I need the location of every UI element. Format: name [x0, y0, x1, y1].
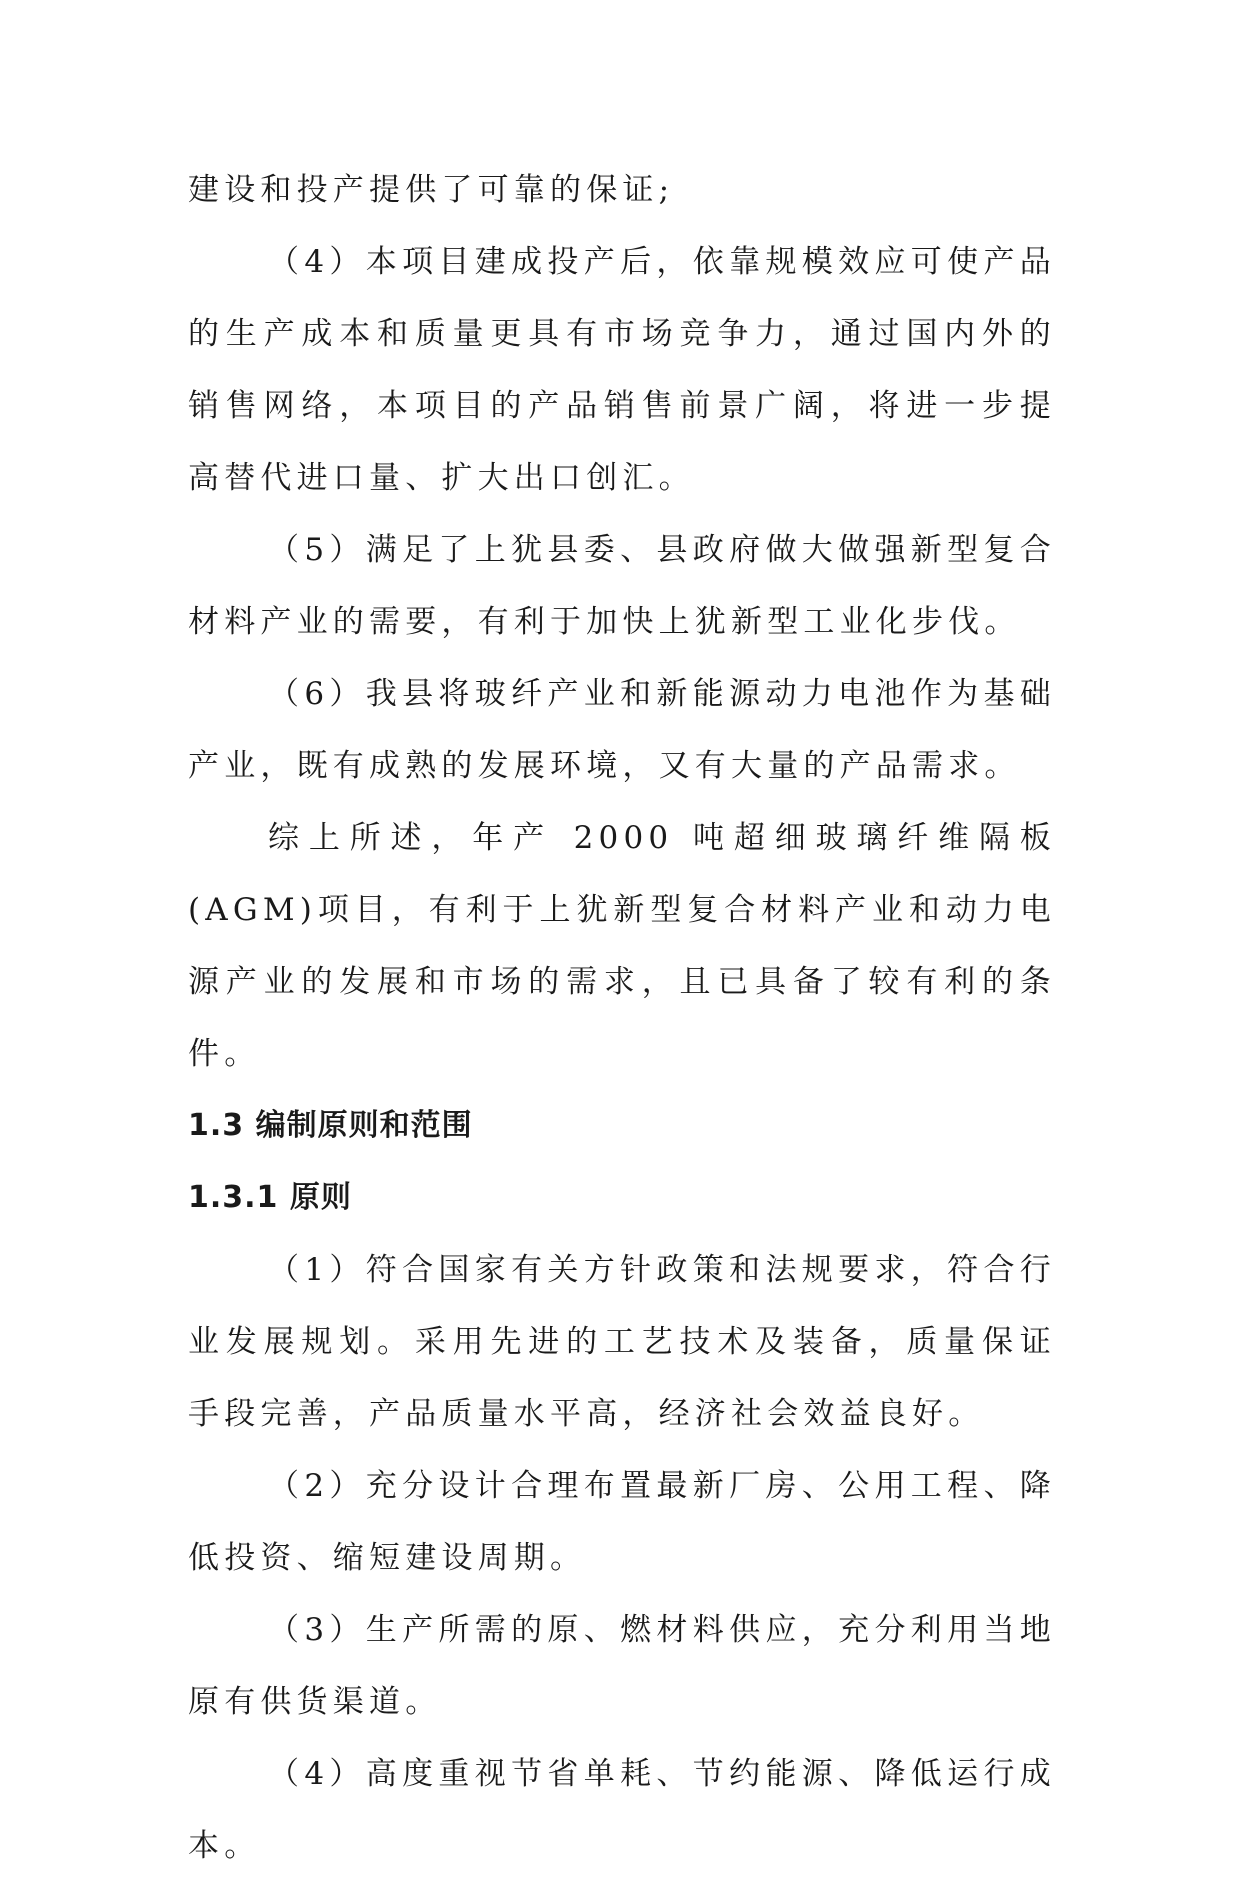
paragraph-item-4: （4）本项目建成投产后，依靠规模效应可使产品的生产成本和质量更具有市场竞争力，通过国内外的销售网络，本项目的产品销售前景广阔，将进一步提高替代进口量、扩大出口创汇。 [188, 244, 1056, 496]
paragraph-item-6: （6）我县将玻纤产业和新能源动力电池作为基础产业，既有成熟的发展环境，又有大量的产品需求。 [188, 676, 1056, 784]
paragraph-summary: 综上所述，年产 2000 吨超细玻璃纤维隔板(AGM)项目，有利于上犹新型复合材料产业和动力电源产业的发展和市场的需求，且已具备了较有利的条件。 [188, 820, 1056, 1072]
document-page [188, 154, 1056, 1882]
section-heading-1-3: 1.3 编制原则和范围 [188, 1108, 473, 1143]
principle-item-4: （4）高度重视节省单耗、节约能源、降低运行成本。 [188, 1756, 1056, 1864]
paragraph-continuation: 建设和投产提供了可靠的保证; [188, 172, 675, 208]
principle-item-1: （1）符合国家有关方针政策和法规要求，符合行业发展规划。采用先进的工艺技术及装备，质量保证手段完善，产品质量水平高，经济社会效益良好。 [188, 1252, 1056, 1432]
principle-item-2: （2）充分设计合理布置最新厂房、公用工程、降低投资、缩短建设周期。 [188, 1468, 1056, 1576]
principle-item-3: （3）生产所需的原、燃材料供应，充分利用当地原有供货渠道。 [188, 1612, 1056, 1720]
paragraph-item-5: （5）满足了上犹县委、县政府做大做强新型复合材料产业的需要，有利于加快上犹新型工业化步伐。 [188, 532, 1056, 640]
subsection-heading-1-3-1: 1.3.1 原则 [188, 1180, 352, 1215]
